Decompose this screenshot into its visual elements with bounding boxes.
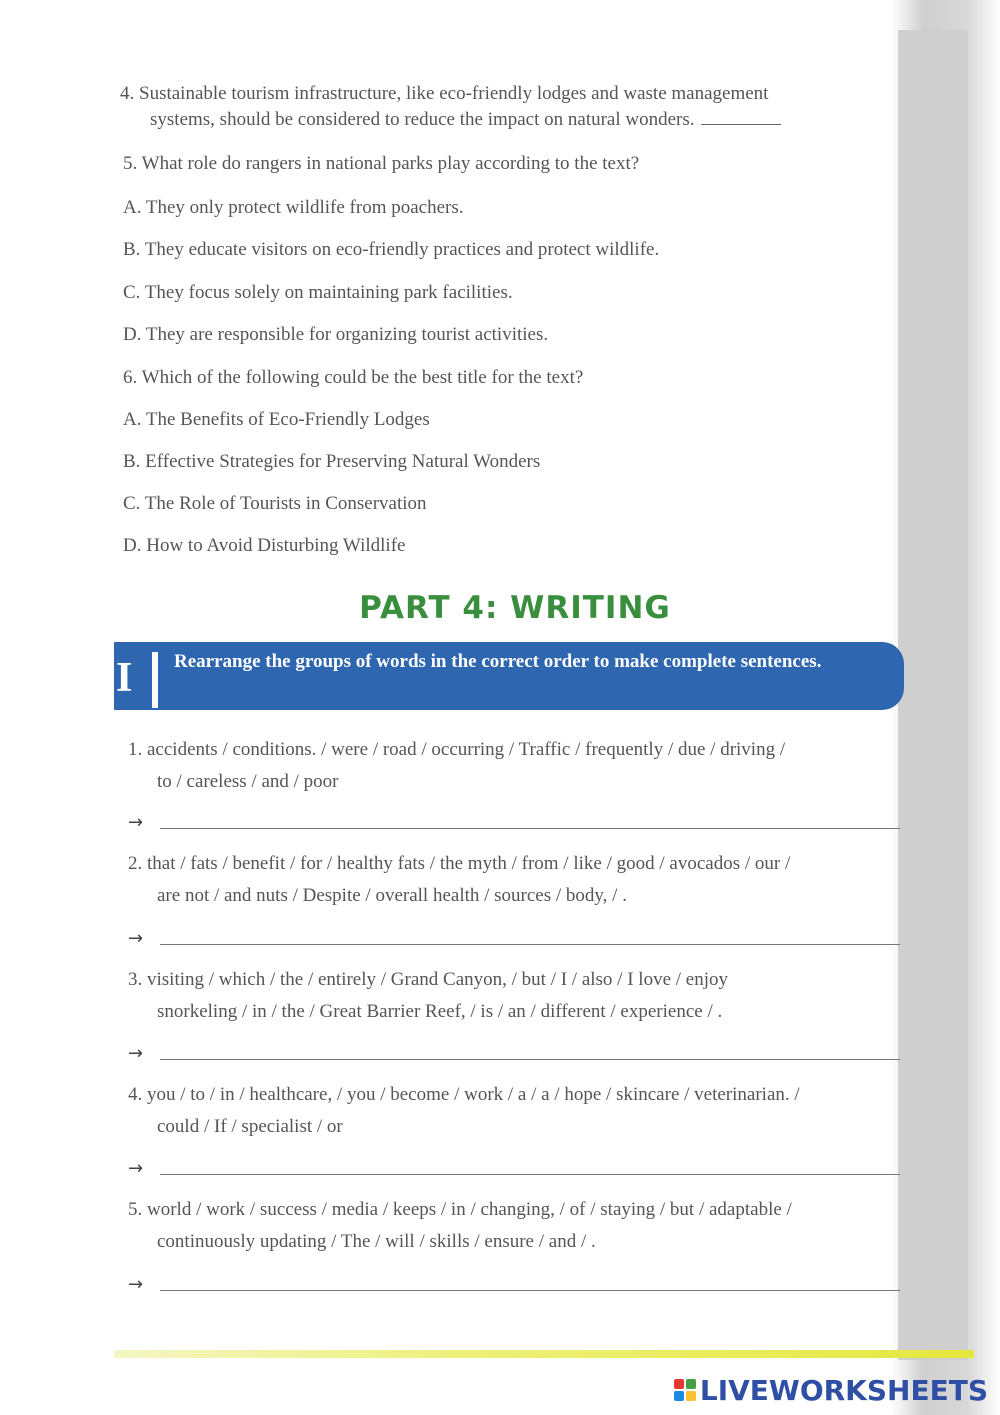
- question-4-line-1: 4. Sustainable tourism infrastructure, like eco-friendly lodges and waste management: [120, 83, 769, 104]
- exercise-1-answer-row: [128, 812, 900, 836]
- exercise-4-line-2: could / If / specialist / or: [157, 1116, 343, 1137]
- exercise-3-line-2: snorkeling / in / the / Great Barrier Reef, / is / an / different / experience / .: [157, 1001, 723, 1022]
- brand-name: LIVEWORKSHEETS: [699, 1373, 988, 1407]
- logo-square-red: [674, 1379, 684, 1389]
- exercise-1-line-1: 1. accidents / conditions. / were / road / occurring / Traffic / frequently / due / driving /: [128, 739, 786, 760]
- part-title: PART 4: WRITING: [359, 590, 671, 626]
- question-4-answer-blank[interactable]: [701, 123, 781, 125]
- footer-rule: [114, 1350, 974, 1358]
- exercise-4-answer-line[interactable]: [160, 1174, 900, 1175]
- question-5-option-a[interactable]: A. They only protect wildlife from poachers.: [123, 197, 464, 218]
- arrow-icon: →: [128, 1274, 144, 1295]
- question-6-option-c[interactable]: C. The Role of Tourists in Conservation: [123, 493, 427, 514]
- question-6-option-a[interactable]: A. The Benefits of Eco-Friendly Lodges: [123, 409, 430, 430]
- liveworksheets-logo[interactable]: [674, 1372, 988, 1408]
- exercise-2-line-1: 2. that / fats / benefit / for / healthy fats / the myth / from / like / good / avocados / our /: [128, 853, 791, 874]
- logo-square-blue: [674, 1391, 684, 1401]
- exercise-5-answer-line[interactable]: [160, 1290, 900, 1291]
- exercise-3-answer-line[interactable]: [160, 1059, 900, 1060]
- exercise-4-line-1: 4. you / to / in / healthcare, / you / become / work / a / a / hope / skincare / veterinarian. /: [128, 1084, 800, 1105]
- question-5-option-b[interactable]: B. They educate visitors on eco-friendly practices and protect wildlife.: [123, 239, 660, 260]
- exercise-3-line-1: 3. visiting / which / the / entirely / Grand Canyon, / but / I / also / I love / enjoy: [128, 969, 728, 990]
- exercise-3-answer-row: [128, 1043, 900, 1067]
- exercise-4-answer-row: [128, 1158, 900, 1182]
- question-4-text: systems, should be considered to reduce the impact on natural wonders.: [150, 109, 695, 130]
- logo-square-green: [686, 1379, 696, 1389]
- question-5: 5. What role do rangers in national parks play according to the text?: [123, 153, 640, 174]
- banner-divider: [152, 652, 158, 708]
- section-instruction: Rearrange the groups of words in the correct order to make complete sentences.: [174, 651, 822, 672]
- arrow-icon: →: [128, 1158, 144, 1179]
- question-6-option-b[interactable]: B. Effective Strategies for Preserving Natural Wonders: [123, 451, 541, 472]
- liveworksheets-icon: [674, 1379, 696, 1401]
- exercise-2-line-2: are not / and nuts / Despite / overall health / sources / body, / .: [157, 885, 627, 906]
- question-6-option-d[interactable]: D. How to Avoid Disturbing Wildlife: [123, 535, 406, 556]
- question-4-line-2: [150, 108, 781, 132]
- question-6: 6. Which of the following could be the best title for the text?: [123, 367, 584, 388]
- exercise-2-answer-line[interactable]: [160, 944, 900, 945]
- arrow-icon: →: [128, 1043, 144, 1064]
- exercise-2-answer-row: [128, 928, 900, 952]
- exercise-5-line-2: continuously updating / The / will / skills / ensure / and / .: [157, 1231, 596, 1252]
- question-5-option-d[interactable]: D. They are responsible for organizing tourist activities.: [123, 324, 549, 345]
- scan-page-edge: [890, 0, 1000, 1415]
- exercise-1-line-2: to / careless / and / poor: [157, 771, 339, 792]
- arrow-icon: →: [128, 812, 144, 833]
- section-number: I: [116, 655, 133, 701]
- logo-square-yellow: [686, 1391, 696, 1401]
- question-5-option-c[interactable]: C. They focus solely on maintaining park facilities.: [123, 282, 513, 303]
- exercise-1-answer-line[interactable]: [160, 828, 900, 829]
- exercise-5-answer-row: [128, 1274, 900, 1298]
- arrow-icon: →: [128, 928, 144, 949]
- exercise-5-line-1: 5. world / work / success / media / keeps / in / changing, / of / staying / but / adaptable /: [128, 1199, 792, 1220]
